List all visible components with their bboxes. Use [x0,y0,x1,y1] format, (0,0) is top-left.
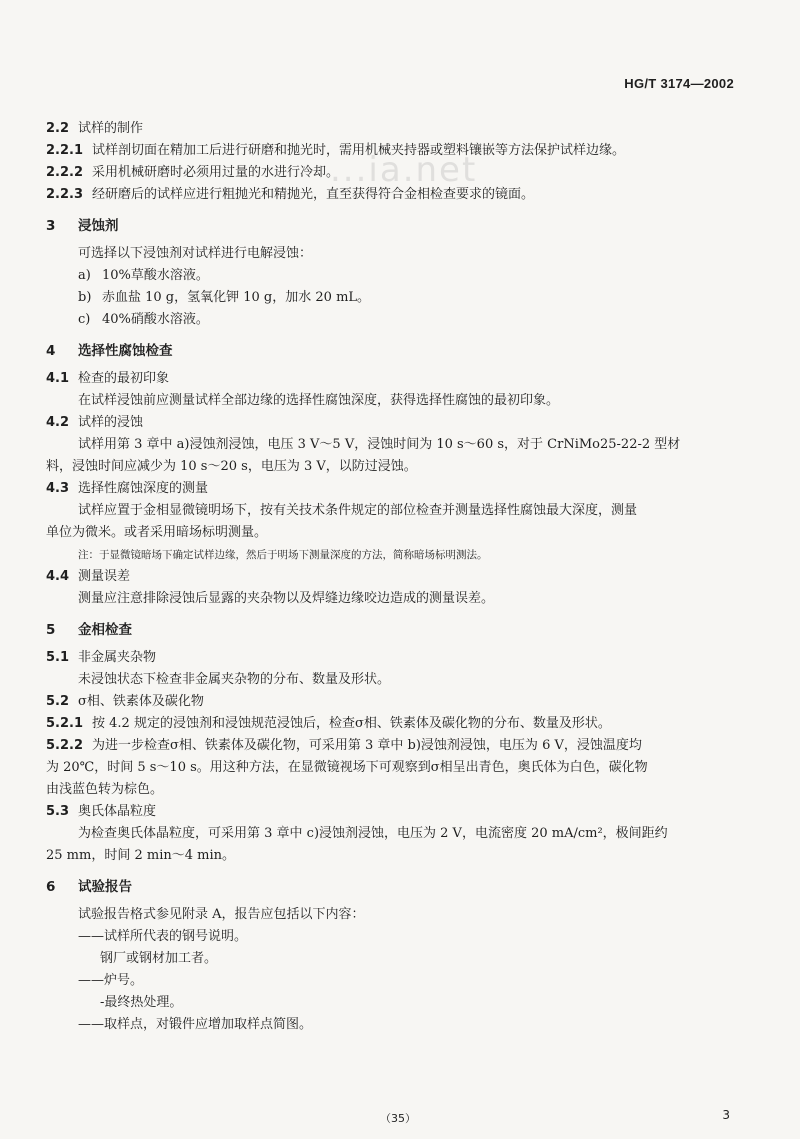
standard-code: HG/T 3174—2002 [624,76,734,91]
section-3-intro: 可选择以下浸蚀剂对试样进行电解浸蚀： [78,246,313,261]
clause-5-2-2-line-3: 由浅蓝色转为棕色。 [46,782,164,797]
report-item-4: -最终热处理。 [100,995,183,1010]
etchant-c: c) 40%硝酸水溶液。 [78,312,209,327]
clause-5-2-1: 5.2.1 按 4.2 规定的浸蚀剂和浸蚀规范浸蚀后，检查σ相、铁素体及碳化物的分布、数量及形状。 [46,716,611,731]
section-4-1-body: 在试样浸蚀前应测量试样全部边缘的选择性腐蚀深度，获得选择性腐蚀的最初印象。 [78,393,560,408]
section-4-3-body-2: 单位为微米。或者采用暗场标明测量。 [46,525,268,540]
section-3-heading: 3 浸蚀剂 [46,218,119,234]
section-4-1-heading: 4.1 检查的最初印象 [46,371,170,386]
section-5-heading: 5 金相检查 [46,622,132,638]
section-4-4-heading: 4.4 测量误差 [46,569,131,584]
report-item-2: 钢厂或钢材加工者。 [100,951,218,966]
watermark: ...ia.net [330,150,478,190]
document-body [46,118,736,1036]
section-4-2-body-1: 试样用第 3 章中 a)浸蚀剂浸蚀，电压 3 V～5 V，浸蚀时间为 10 s～60 s，对于 CrNiMo25-22-2 型材 [78,437,681,452]
report-item-1: ——试样所代表的钢号说明。 [78,929,248,944]
section-4-3-note: 注：于显微镜暗场下确定试样边缘，然后于明场下测量深度的方法，简称暗场标明测法。 [78,549,488,561]
section-4-heading: 4 选择性腐蚀检查 [46,343,173,359]
section-5-1-body: 未浸蚀状态下检查非金属夹杂物的分布、数量及形状。 [78,672,391,687]
section-4-4-body: 测量应注意排除浸蚀后显露的夹杂物以及焊缝边缘咬边造成的测量误差。 [78,591,495,606]
etchant-b: b) 赤血盐 10 g，氢氧化钾 10 g，加水 20 mL。 [78,290,371,305]
report-item-5: ——取样点，对锻件应增加取样点简图。 [78,1017,313,1032]
clause-2-2-3: 2.2.3 经研磨后的试样应进行粗抛光和精抛光，直至获得符合金相检查要求的镜面。 [46,187,535,202]
section-5-3-body-2: 25 mm，时间 2 min～4 min。 [46,848,235,863]
clause-2-2-1: 2.2.1 试样剖切面在精加工后进行研磨和抛光时，需用机械夹持器或塑料镶嵌等方法保护试样边缘。 [46,143,626,158]
section-5-3-heading: 5.3 奥氏体晶粒度 [46,804,157,819]
page-number: 3 [722,1108,730,1122]
report-item-3: ——炉号。 [78,973,144,988]
section-5-2-heading: 5.2 σ相、铁素体及碳化物 [46,694,204,709]
etchant-a: a) 10%草酸水溶液。 [78,268,209,283]
section-2-2-heading: 2.2 试样的制作 [46,121,144,136]
section-4-3-heading: 4.3 选择性腐蚀深度的测量 [46,481,209,496]
section-6-heading: 6 试验报告 [46,879,132,895]
clause-5-2-2-line-1: 5.2.2 为进一步检查σ相、铁素体及碳化物，可采用第 3 章中 b)浸蚀剂浸蚀，电压为 6 V，浸蚀温度均 [46,738,642,753]
section-6-intro: 试验报告格式参见附录 A，报告应包括以下内容： [78,907,365,922]
section-4-2-body-2: 料，浸蚀时间应减少为 10 s～20 s，电压为 3 V，以防过浸蚀。 [46,459,417,474]
footer-folio: （35） [380,1112,416,1125]
clause-2-2-2: 2.2.2 采用机械研磨时必须用过量的水进行冷却。 [46,165,340,180]
section-5-3-body-1: 为检查奥氏体晶粒度，可采用第 3 章中 c)浸蚀剂浸蚀，电压为 2 V，电流密度 20 mA/cm²，极间距约 [78,826,668,841]
clause-5-2-2-line-2: 为 20℃，时间 5 s～10 s。用这种方法，在显微镜视场下可观察到σ相呈出青色，奥氏体为白色，碳化物 [46,760,648,775]
section-5-1-heading: 5.1 非金属夹杂物 [46,650,157,665]
section-4-2-heading: 4.2 试样的浸蚀 [46,415,144,430]
section-4-3-body-1: 试样应置于金相显微镜明场下，按有关技术条件规定的部位检查并测量选择性腐蚀最大深度，测量 [78,503,638,518]
